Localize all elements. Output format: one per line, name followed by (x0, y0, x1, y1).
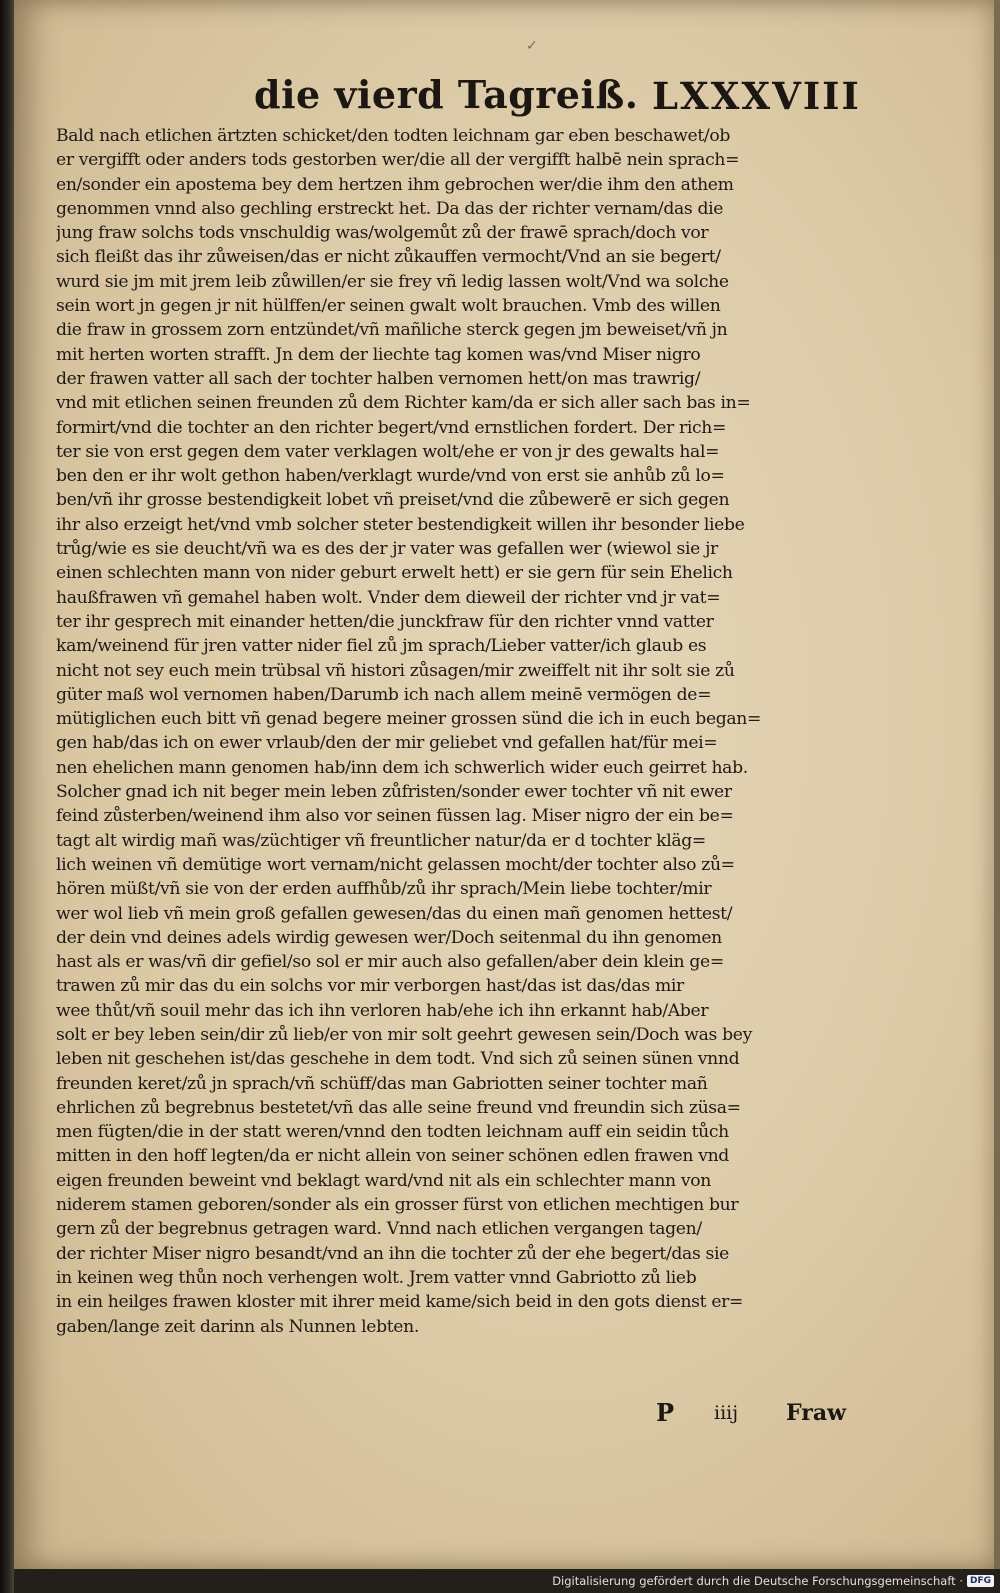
book-page (14, 0, 1000, 1569)
text-line: leben nit geschehen ist/das geschehe in dem todt. Vnd sich zů seinen sünen vnnd (56, 1049, 740, 1070)
text-line: der frawen vatter all sach der tochter halben vernomen hett/on mas trawrig/ (56, 368, 701, 389)
text-line: wee thůt/vñ souil mehr das ich ihn verloren hab/ehe ich ihn erkannt hab/Aber (56, 1000, 709, 1021)
text-line: er vergifft oder anders tods gestorben wer/die all der vergifft halbē nein sprach= (56, 150, 740, 171)
text-line: haußfrawen vñ gemahel haben wolt. Vnder dem dieweil der richter vnd jr vat= (56, 587, 721, 608)
text-line: in keinen weg thůn noch verhengen wolt. Jrem vatter vnnd Gabriotto zů lieb (56, 1267, 697, 1288)
text-line: einen schlechten mann von nider geburt erwelt hett) er sie gern für sein Ehelich (56, 563, 733, 584)
text-line: in ein heilges frawen kloster mit ihrer meid kame/sich beid in den gots dienst er= (56, 1292, 744, 1313)
text-line: niderem stamen geboren/sonder als ein grosser fürst von etlichen mechtigen bur (56, 1195, 739, 1216)
signature-mark: P (656, 1398, 675, 1427)
text-line: gaben/lange zeit darinn als Nunnen lebten. (56, 1316, 419, 1337)
text-line: jung fraw solchs tods vnschuldig was/wolgemůt zů der frawē sprach/doch vor (56, 223, 709, 244)
text-line: mütiglichen euch bitt vñ genad begere meiner grossen sünd die ich in euch began= (56, 709, 762, 730)
text-line: trawen zů mir das du ein solchs vor mir verborgen hast/das ist das/das mir (56, 976, 684, 997)
text-line: lich weinen vñ demütige wort vernam/nicht gelassen mocht/der tochter also zů= (56, 854, 735, 875)
text-line: ben den er ihr wolt gethon haben/verklagt wurde/vnd von erst sie anhůb zů lo= (56, 466, 725, 487)
text-line: men fügten/die in der statt weren/vnnd den todten leichnam auff ein seidin tůch (56, 1122, 729, 1143)
text-line: tagt alt wirdig mañ was/züchtiger vñ freuntlicher natur/da er d tochter kläg= (56, 830, 706, 851)
dfg-logo: DFG (967, 1575, 994, 1587)
text-line: wer wol lieb vñ mein groß gefallen gewesen/das du einen mañ genomen hettest/ (56, 903, 733, 924)
catchword: Fraw (786, 1400, 847, 1426)
text-line: der dein vnd deines adels wirdig gewesen wer/Doch seitenmal du ihn genomen (56, 927, 722, 948)
text-line: ehrlichen zů begrebnus bestetet/vñ das alle seine freund vnd freundin sich züsa= (56, 1097, 741, 1118)
text-line: ter sie von erst gegen dem vater verklagen wolt/ehe er von jr des gewalts hal= (56, 441, 720, 462)
text-line: trůg/wie es sie deucht/vñ wa es des der jr vater was gefallen wer (wiewol sie jr (56, 539, 718, 560)
text-line: Solcher gnad ich nit beger mein leben zůfristen/sonder ewer tochter vñ nit ewer (56, 782, 732, 803)
text-line: ben/vñ ihr grosse bestendigkeit lobet vñ preiset/vnd die zůbewerē er sich gegen (56, 490, 730, 511)
text-line: Bald nach etlichen ärtzten schicket/den todten leichnam gar eben beschawet/ob (56, 126, 730, 146)
text-line: gen hab/das ich on ewer vrlaub/den der mir geliebet vnd gefallen hat/für mei= (56, 733, 718, 754)
text-line: vnd mit etlichen seinen freunden zů dem Richter kam/da er sich aller sach bas in= (56, 393, 751, 414)
text-line: mit herten worten strafft. Jn dem der liechte tag komen was/vnd Miser nigro (56, 344, 701, 365)
page-footer (14, 1398, 994, 1438)
text-line: en/sonder ein apostema bey dem hertzen ihm gebrochen wer/die ihm den athem (56, 174, 734, 195)
book-spine-shadow (0, 0, 14, 1593)
text-line: solt er bey leben sein/dir zů lieb/er von mir solt geehrt gewesen sein/Doch was bey (56, 1024, 752, 1045)
text-line: ter ihr gesprech mit einander hetten/die junckfraw für den richter vnnd vatter (56, 611, 714, 632)
text-line: formirt/vnd die tochter an den richter begert/vnd ernstlichen fordert. Der rich= (56, 417, 727, 438)
text-line: feind zůsterben/weinend ihm also vor seinen füssen lag. Miser nigro der ein be= (56, 806, 734, 827)
text-line: eigen freunden beweint vnd beklagt ward/vnd nit als ein schlechter mann von (56, 1170, 711, 1191)
text-line: güter maß wol vernomen haben/Darumb ich nach allem meinē vermögen de= (56, 684, 712, 705)
text-line: der richter Miser nigro besandt/vnd an ihn die tochter zů der ehe begert/das sie (56, 1243, 729, 1264)
text-line: ihr also erzeigt het/vnd vmb solcher steter bestendigkeit willen ihr besonder liebe (56, 514, 745, 535)
page-header (14, 68, 994, 128)
folio-number: LXXXVIII (652, 74, 861, 118)
text-line: sich fleißt das ihr zůweisen/das er nicht zůkauffen vermocht/Vnd an sie begert/ (56, 247, 721, 268)
text-line: mitten in den hoff legten/da er nicht allein von seiner schönen edlen frawen vnd (56, 1146, 729, 1167)
text-line: wurd sie jm mit jrem leib zůwillen/er sie frey vñ ledig lassen wolt/Vnd wa solche (56, 271, 729, 292)
text-line: genommen vnnd also gechling erstreckt het. Da das der richter vernam/das die (56, 198, 724, 219)
text-line: freunden keret/zů jn sprach/vñ schüff/das man Gabriotten seiner tochter mañ (56, 1073, 708, 1094)
running-head: die vierd Tagreiß. (254, 72, 639, 117)
text-line: nicht not sey euch mein trübsal vñ histori zůsagen/mir zweiffelt nit ihr solt sie zů (56, 660, 735, 681)
text-line: sein wort jn gegen jr nit hülffen/er seinen gwalt wolt brauchen. Vmb des willen (56, 296, 721, 317)
text-line: hören müßt/vñ sie von der erden auffhůb/zů ihr sprach/Mein liebe tochter/mir (56, 879, 712, 900)
pencil-mark: ✓ (526, 38, 538, 54)
signature-number: iiij (714, 1402, 739, 1424)
digitization-credit (552, 1571, 994, 1591)
credit-text: Digitalisierung gefördert durch die Deutsche Forschungsgemeinschaft · (552, 1574, 963, 1588)
text-line: kam/weinend für jren vatter nider fiel zů jm sprach/Lieber vatter/ich glaub es (56, 636, 707, 657)
text-line: nen ehelichen mann genomen hab/inn dem ich schwerlich wider euch geirret hab. (56, 757, 748, 778)
text-line: die fraw in grossem zorn entzündet/vñ mañliche sterck gegen jm beweiset/vñ jn (56, 320, 728, 341)
text-line: gern zů der begrebnus getragen ward. Vnnd nach etlichen vergangen tagen/ (56, 1219, 702, 1240)
text-line: hast als er was/vñ dir gefiel/so sol er mir auch also gefallen/aber dein klein ge= (56, 952, 724, 973)
body-text (56, 124, 874, 1339)
